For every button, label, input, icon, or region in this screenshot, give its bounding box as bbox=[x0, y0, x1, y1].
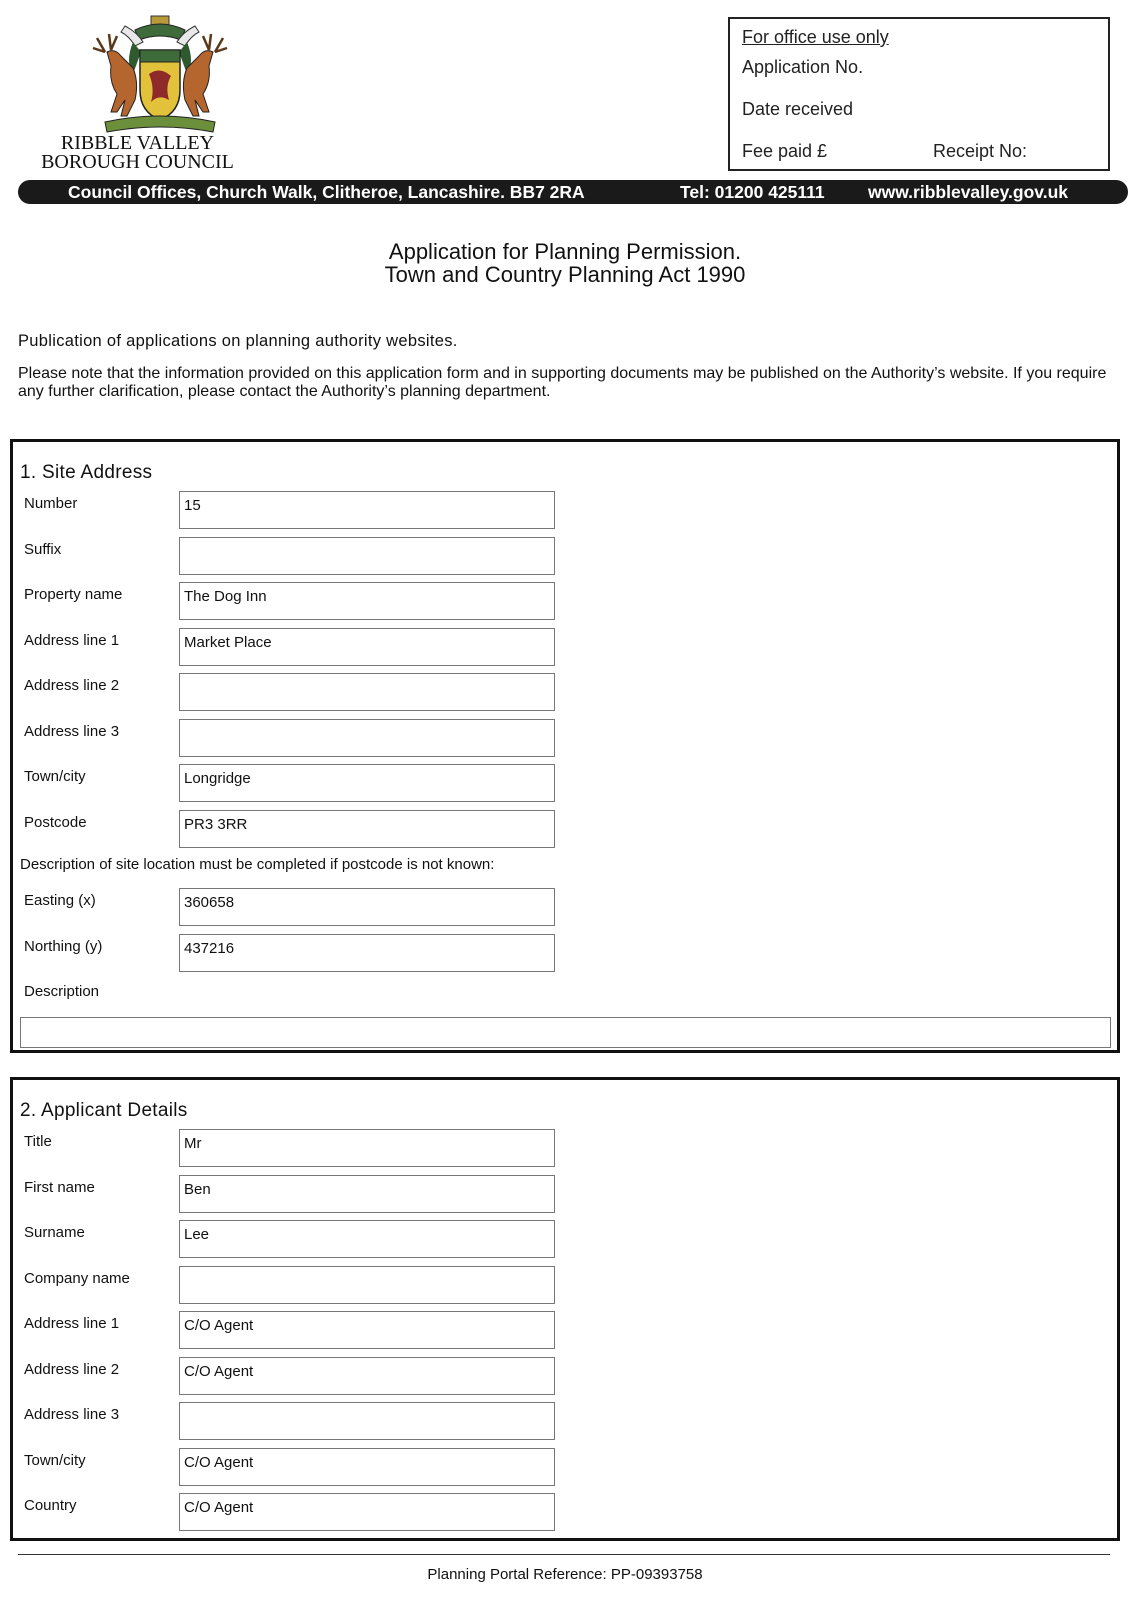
council-name bbox=[30, 134, 245, 172]
applicant-title-label: Title bbox=[24, 1133, 52, 1150]
page-title-line1: Application for Planning Permission. bbox=[388, 239, 742, 264]
footer-divider bbox=[18, 1554, 1110, 1555]
site-postcode-field[interactable]: PR3 3RR bbox=[179, 810, 555, 848]
applicant-details-title: 2. Applicant Details bbox=[20, 1100, 188, 1121]
applicant-address-line3-label: Address line 3 bbox=[24, 1406, 120, 1423]
site-address-line2-label: Address line 2 bbox=[24, 677, 120, 694]
site-property-name-label: Property name bbox=[24, 586, 123, 603]
site-town-label: Town/city bbox=[24, 768, 86, 785]
publication-heading: Publication of applications on planning authority websites. bbox=[18, 332, 458, 350]
applicant-surname-label: Surname bbox=[24, 1224, 85, 1241]
site-postcode-label: Postcode bbox=[24, 814, 87, 831]
site-address-line3-label: Address line 3 bbox=[24, 723, 120, 740]
receipt-no-label: Receipt No: bbox=[933, 141, 1028, 161]
office-use-title: For office use only bbox=[742, 27, 889, 47]
site-number-label: Number bbox=[24, 495, 78, 512]
site-location-note: Description of site location must be completed if postcode is not known: bbox=[20, 856, 495, 873]
applicant-details-section bbox=[10, 1077, 1120, 1541]
easting-label: Easting (x) bbox=[24, 892, 96, 909]
description-label: Description bbox=[24, 983, 100, 1000]
applicant-address-line1-label: Address line 1 bbox=[24, 1315, 120, 1332]
site-address-line3-field[interactable] bbox=[179, 719, 555, 757]
applicant-country-field[interactable]: C/O Agent bbox=[179, 1493, 555, 1531]
applicant-title-field[interactable]: Mr bbox=[179, 1129, 555, 1167]
site-property-name-field[interactable]: The Dog Inn bbox=[179, 582, 555, 620]
description-field[interactable] bbox=[20, 1017, 1111, 1048]
council-logo bbox=[30, 12, 245, 172]
site-address-section bbox=[10, 439, 1120, 1053]
page-title-line2: Town and Country Planning Act 1990 bbox=[384, 262, 746, 287]
applicant-company-field[interactable] bbox=[179, 1266, 555, 1304]
site-suffix-field[interactable] bbox=[179, 537, 555, 575]
banner-address: Council Offices, Church Walk, Clitheroe, Lancashire. BB7 2RA bbox=[68, 182, 585, 202]
site-number-field[interactable]: 15 bbox=[179, 491, 555, 529]
banner-web: www.ribblevalley.gov.uk bbox=[868, 182, 1069, 202]
site-suffix-label: Suffix bbox=[24, 541, 62, 558]
planning-portal-reference: Planning Portal Reference: PP-09393758 bbox=[427, 1566, 703, 1583]
applicant-country-label: Country bbox=[24, 1497, 77, 1514]
banner-tel: Tel: 01200 425111 bbox=[680, 182, 825, 202]
office-use-box bbox=[728, 17, 1110, 171]
applicant-town-label: Town/city bbox=[24, 1452, 86, 1469]
page-title bbox=[0, 240, 1130, 286]
northing-label: Northing (y) bbox=[24, 938, 103, 955]
applicant-company-label: Company name bbox=[24, 1270, 130, 1287]
contact-banner bbox=[18, 180, 1128, 204]
northing-field[interactable]: 437216 bbox=[179, 934, 555, 972]
site-address-line1-field[interactable]: Market Place bbox=[179, 628, 555, 666]
applicant-address-line3-field[interactable] bbox=[179, 1402, 555, 1440]
council-name-line2: BOROUGH COUNCIL bbox=[41, 151, 234, 173]
applicant-first-name-field[interactable]: Ben bbox=[179, 1175, 555, 1213]
applicant-address-line2-label: Address line 2 bbox=[24, 1361, 120, 1378]
site-address-title: 1. Site Address bbox=[20, 462, 153, 483]
publication-note: Please note that the information provided on this application form and in supporting documents may be published on the Authority’s website. If you require any further clarification, please contact the Authority’s planning department. bbox=[18, 365, 1107, 400]
fee-paid-label: Fee paid £ bbox=[742, 141, 828, 161]
site-address-line2-field[interactable] bbox=[179, 673, 555, 711]
application-no-label: Application No. bbox=[742, 57, 864, 77]
applicant-address-line1-field[interactable]: C/O Agent bbox=[179, 1311, 555, 1349]
date-received-label: Date received bbox=[742, 99, 854, 119]
easting-field[interactable]: 360658 bbox=[179, 888, 555, 926]
applicant-first-name-label: First name bbox=[24, 1179, 95, 1196]
council-name-line1: RIBBLE VALLEY bbox=[60, 132, 215, 154]
applicant-surname-field[interactable]: Lee bbox=[179, 1220, 555, 1258]
site-town-field[interactable]: Longridge bbox=[179, 764, 555, 802]
applicant-town-field[interactable]: C/O Agent bbox=[179, 1448, 555, 1486]
site-address-line1-label: Address line 1 bbox=[24, 632, 120, 649]
applicant-address-line2-field[interactable]: C/O Agent bbox=[179, 1357, 555, 1395]
coat-of-arms-icon bbox=[85, 12, 235, 137]
